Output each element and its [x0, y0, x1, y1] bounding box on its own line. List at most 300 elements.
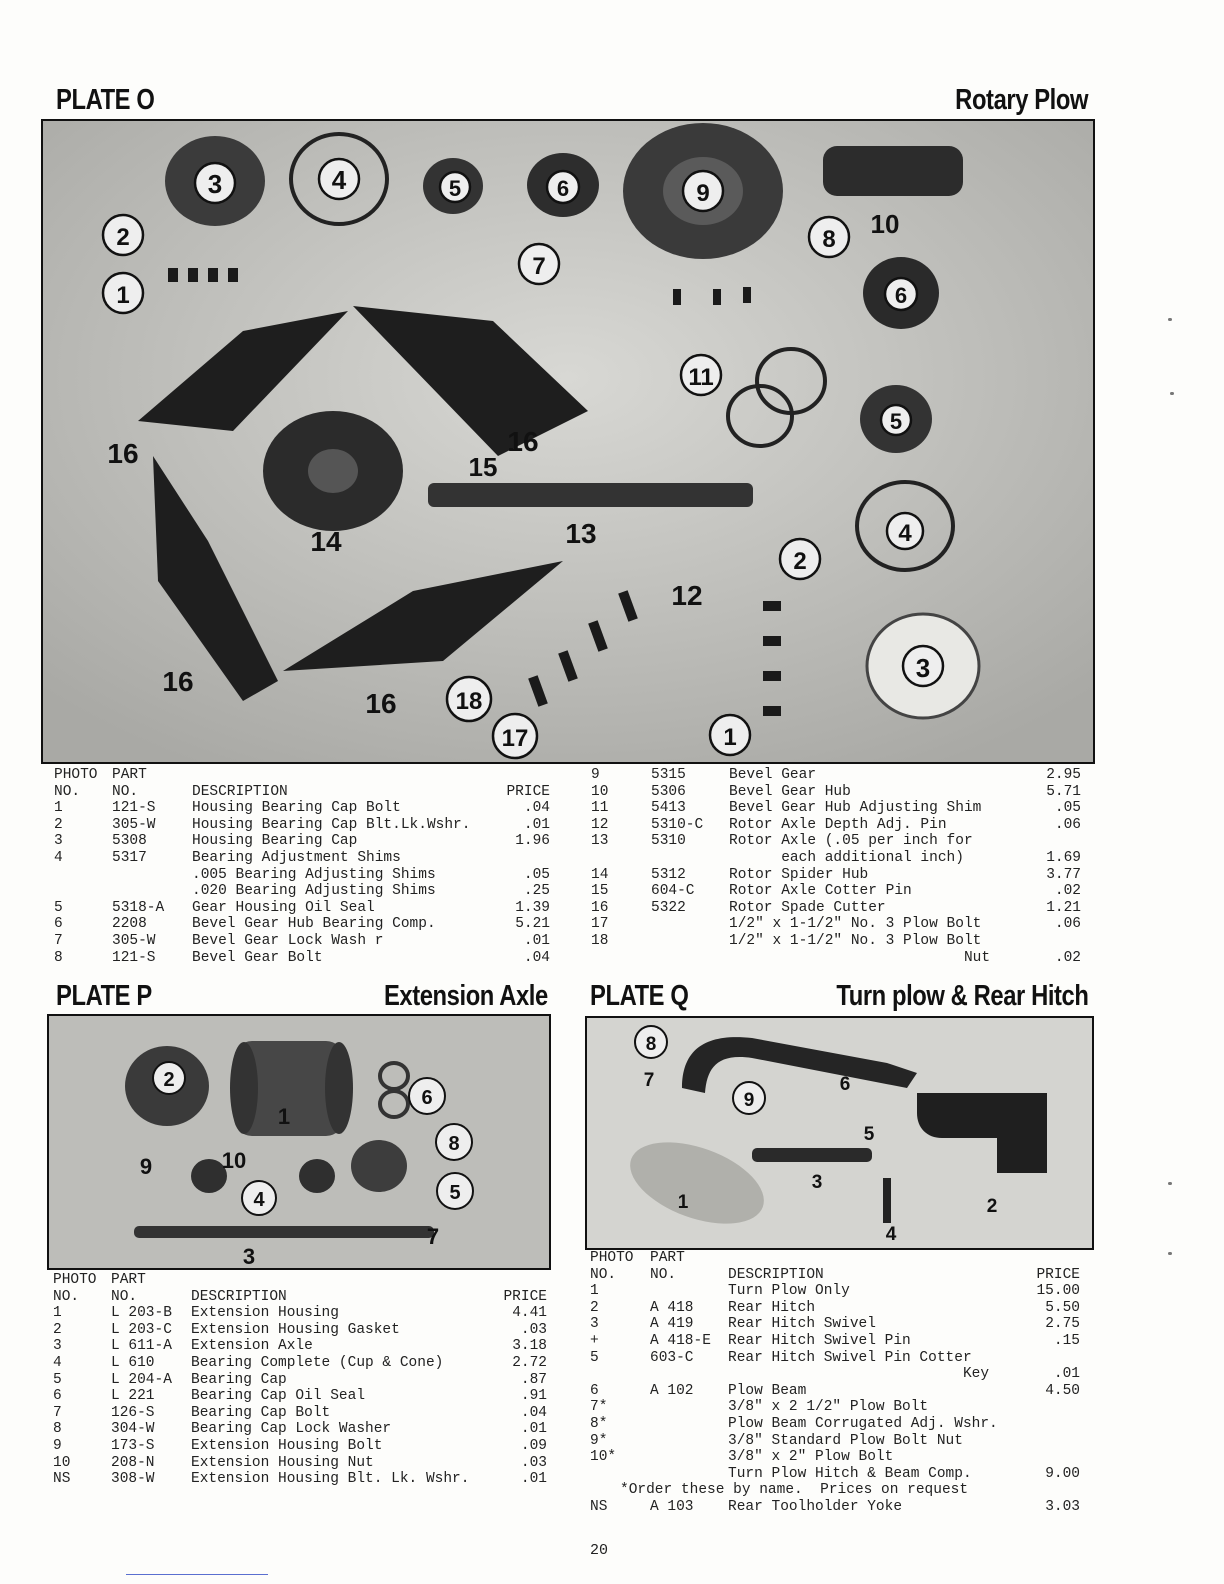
callout-label: 1 — [277, 1104, 291, 1129]
table-row — [590, 1283, 1080, 1300]
header-part-no: NO. — [111, 1288, 138, 1305]
table-row — [590, 1383, 1080, 1400]
description: Turn Plow Only — [728, 1283, 850, 1300]
price: .05 — [523, 866, 550, 883]
description: Rotor Axle (.05 per inch for — [729, 833, 973, 850]
price — [1018, 1433, 1080, 1450]
callout-label: 8 — [645, 1034, 657, 1055]
photo-no: 8* — [590, 1415, 608, 1432]
photo-no: 6 — [590, 1382, 599, 1399]
price: .03 — [520, 1454, 547, 1471]
price: .01 — [523, 932, 550, 949]
callout-label: 4 — [885, 1224, 897, 1245]
table-row — [591, 850, 1081, 867]
description: Bevel Gear — [729, 767, 817, 783]
header-price: PRICE — [506, 783, 550, 800]
callout-label: 6 — [421, 1087, 433, 1109]
description: Bearing Cap — [191, 1371, 287, 1388]
price: .09 — [520, 1437, 547, 1454]
callout-label: 9 — [139, 1154, 153, 1179]
photo-no: 3 — [590, 1316, 599, 1333]
callout-6 — [409, 1078, 445, 1114]
price: .06 — [1054, 916, 1081, 933]
part-no — [650, 1449, 728, 1466]
description: 3/8" x 2 1/2" Plow Bolt — [728, 1399, 929, 1416]
price: 5.50 — [1045, 1299, 1080, 1316]
callout-label: 2 — [793, 548, 807, 575]
callout-2 — [153, 1062, 185, 1094]
part-no: 121-S — [112, 800, 156, 817]
table-row — [590, 1316, 1080, 1333]
callout-label: 16 — [507, 426, 539, 457]
callout-5 — [440, 172, 470, 202]
part-no: 305-W — [112, 816, 156, 833]
header-description: DESCRIPTION — [192, 783, 288, 800]
plate-o-photo — [41, 119, 1095, 764]
callout-label: 18 — [455, 688, 483, 715]
part-no: 208-N — [111, 1454, 155, 1471]
callout-13 — [565, 518, 596, 549]
price — [1018, 1449, 1080, 1466]
price: .01 — [523, 816, 550, 833]
callout-3-right — [903, 646, 943, 686]
callout-9 — [683, 171, 723, 211]
part-no: 305-W — [112, 932, 156, 949]
description: 1/2" x 1-1/2" No. 3 Plow Bolt — [729, 932, 982, 949]
header-part-no: NO. — [650, 1266, 677, 1283]
scan-speck — [1170, 392, 1174, 395]
description: Bearing Cap Bolt — [191, 1404, 331, 1421]
plate-p-title: Extension Axle — [384, 980, 548, 1012]
callout-12 — [671, 580, 702, 611]
table-header — [53, 1289, 547, 1306]
part-no: 5413 — [651, 800, 686, 817]
table-row — [54, 950, 550, 967]
turn-plow-rear-hitch-illustration — [587, 1018, 1092, 1248]
table-row — [54, 817, 550, 834]
photo-no: 14 — [591, 866, 609, 883]
part-no — [650, 1466, 728, 1483]
header-part: PART — [650, 1250, 685, 1266]
description: Extension Housing Nut — [191, 1454, 374, 1471]
photo-no: 4 — [53, 1354, 62, 1371]
callout-label: 6 — [894, 283, 908, 308]
callout-1 — [678, 1192, 689, 1213]
table-row — [590, 1449, 1080, 1466]
photo-no: 17 — [591, 916, 609, 933]
part-no — [650, 1366, 728, 1383]
plate-q-title: Turn plow & Rear Hitch — [835, 980, 1088, 1012]
price: 15.00 — [1036, 1283, 1080, 1300]
price — [1029, 833, 1081, 850]
photo-no: 18 — [591, 932, 609, 949]
part-no: A 419 — [650, 1316, 694, 1333]
price: .04 — [523, 800, 550, 817]
part-no: L 203-C — [111, 1321, 172, 1338]
part-no — [651, 850, 729, 867]
plate-p-label: PLATE P — [56, 980, 152, 1012]
price: 1.21 — [1046, 899, 1081, 916]
callout-7 — [644, 1070, 655, 1091]
table-row — [53, 1455, 547, 1472]
callout-label: 15 — [468, 452, 498, 482]
price: 3.18 — [512, 1338, 547, 1355]
callout-6-right — [885, 278, 917, 310]
photo-no: 1 — [54, 800, 63, 817]
callout-2-top — [103, 215, 143, 255]
price — [1018, 1350, 1080, 1367]
description: Extension Housing Blt. Lk. Wshr. — [191, 1471, 470, 1488]
part-no: 5310-C — [651, 816, 704, 833]
price: .25 — [523, 883, 550, 900]
part-no: 5312 — [651, 866, 686, 883]
price: .91 — [520, 1388, 547, 1405]
table-row — [54, 916, 550, 933]
price — [498, 850, 550, 867]
description: Housing Bearing Cap Bolt — [192, 800, 401, 817]
photo-no: 5 — [590, 1349, 599, 1366]
callout-10 — [222, 1148, 246, 1173]
part-no — [112, 867, 192, 884]
photo-no: 4 — [54, 849, 63, 866]
photo-no: 3 — [54, 833, 63, 850]
photo-no: 10* — [590, 1449, 617, 1466]
price: 9.00 — [1045, 1465, 1080, 1482]
photo-no: 10 — [591, 783, 609, 800]
callout-6 — [547, 171, 579, 203]
description: Gear Housing Oil Seal — [192, 899, 375, 916]
part-no: A 102 — [650, 1382, 694, 1399]
photo-no: 7 — [53, 1404, 62, 1421]
description: Rotor Axle Cotter Pin — [729, 883, 912, 900]
photo-no: NS — [590, 1498, 608, 1515]
table-row — [590, 1399, 1080, 1416]
photo-no — [54, 867, 112, 884]
callout-label: 11 — [688, 364, 714, 391]
callout-label: 5 — [889, 409, 903, 434]
price: .02 — [1054, 949, 1081, 966]
price: 5.71 — [1046, 783, 1081, 800]
table-row — [54, 883, 550, 900]
callout-16-c — [162, 666, 193, 697]
callout-11 — [681, 355, 721, 395]
plate-o-label: PLATE O — [56, 84, 155, 116]
table-row — [53, 1372, 547, 1389]
description: Housing Bearing Cap Blt.Lk.Wshr. — [192, 816, 471, 833]
table-row — [590, 1466, 1080, 1483]
price: 2.75 — [1045, 1316, 1080, 1333]
callout-label: 1 — [116, 282, 130, 309]
header-description: DESCRIPTION — [191, 1288, 287, 1305]
callout-label: 5 — [448, 176, 462, 201]
description: Plow Beam — [728, 1382, 807, 1399]
rotary-plow-parts-illustration — [43, 121, 1093, 762]
part-no: 5322 — [651, 899, 686, 916]
part-no — [650, 1399, 728, 1416]
part-no: L 221 — [111, 1388, 155, 1405]
callout-label: 2 — [163, 1069, 175, 1091]
table-row — [54, 800, 550, 817]
photo-no: 7* — [590, 1399, 608, 1416]
header-photo: PHOTO — [54, 767, 98, 783]
part-no: 2208 — [112, 916, 147, 933]
description: Rear Hitch Swivel — [728, 1316, 876, 1333]
photo-no: 2 — [54, 816, 63, 833]
callout-7 — [427, 1224, 439, 1249]
table-row — [590, 1300, 1080, 1317]
table-header — [53, 1272, 547, 1289]
callout-14 — [310, 526, 342, 557]
description: Bevel Gear Hub Adjusting Shim — [729, 800, 982, 817]
header-no: NO. — [590, 1266, 617, 1283]
price: .06 — [1054, 816, 1081, 833]
callout-label: 10 — [870, 209, 900, 239]
price: .15 — [1053, 1332, 1080, 1349]
part-no — [651, 916, 729, 933]
callout-label: 8 — [448, 1133, 460, 1155]
callout-5 — [864, 1124, 875, 1145]
callout-5-right — [881, 405, 911, 435]
description: Bearing Cap Oil Seal — [191, 1388, 366, 1405]
price: .01 — [520, 1471, 547, 1488]
description: 3/8" Standard Plow Bolt Nut — [728, 1432, 963, 1449]
photo-no: 16 — [591, 899, 609, 916]
part-no — [651, 933, 729, 950]
header-part: PART — [111, 1272, 146, 1288]
price: .01 — [1053, 1366, 1080, 1383]
table-row — [53, 1405, 547, 1422]
description: Rotor Axle Depth Adj. Pin — [729, 816, 947, 833]
photo-no: 6 — [53, 1388, 62, 1405]
callout-label: 10 — [221, 1148, 247, 1173]
price: .04 — [523, 949, 550, 966]
callout-label: 2 — [116, 224, 130, 251]
table-row — [591, 950, 1081, 967]
part-no — [650, 1416, 728, 1433]
header-price: PRICE — [503, 1288, 547, 1305]
header-photo: PHOTO — [53, 1272, 97, 1288]
table-row — [54, 933, 550, 950]
description: 3/8" x 2" Plow Bolt — [728, 1449, 894, 1466]
part-no: 173-S — [111, 1437, 155, 1454]
description: Housing Bearing Cap — [192, 833, 358, 850]
description: Extension Axle — [191, 1338, 313, 1355]
plate-p-photo — [47, 1014, 551, 1270]
plate-o-parts-table-right — [591, 767, 1081, 966]
part-no: A 418-E — [650, 1332, 711, 1349]
callout-1-right — [710, 715, 750, 755]
callout-label: 14 — [310, 526, 342, 557]
photo-no: 9* — [590, 1432, 608, 1449]
table-row — [53, 1355, 547, 1372]
photo-no: 5 — [53, 1371, 62, 1388]
callout-label: 12 — [671, 580, 703, 611]
table-row — [53, 1338, 547, 1355]
price: .01 — [520, 1421, 547, 1438]
part-no: 126-S — [111, 1404, 155, 1421]
photo-no: 9 — [53, 1437, 62, 1454]
part-no: L 610 — [111, 1354, 155, 1371]
table-row — [591, 817, 1081, 834]
price: .05 — [1054, 800, 1081, 817]
callout-10 — [871, 209, 900, 239]
callout-9 — [140, 1154, 152, 1179]
price: 2.95 — [1046, 767, 1081, 783]
callout-5 — [437, 1173, 473, 1209]
table-row — [590, 1350, 1080, 1367]
price: 4.41 — [512, 1305, 547, 1322]
description: Plow Beam Corrugated Adj. Wshr. — [728, 1415, 998, 1432]
callout-label: 16 — [162, 666, 194, 697]
part-no: L 204-A — [111, 1371, 172, 1388]
price: 4.50 — [1045, 1382, 1080, 1399]
callout-label: 7 — [643, 1070, 655, 1091]
photo-no: 9 — [591, 767, 600, 783]
part-no: 5317 — [112, 849, 147, 866]
table-header — [54, 784, 550, 801]
header-part-no: NO. — [112, 783, 139, 800]
header-part: PART — [112, 767, 147, 783]
scan-speck — [1168, 1252, 1172, 1255]
table-row — [591, 800, 1081, 817]
part-no: A 418 — [650, 1299, 694, 1316]
price: 1.96 — [515, 833, 550, 850]
photo-no: 15 — [591, 883, 609, 900]
callout-9 — [733, 1082, 765, 1114]
photo-no: 3 — [53, 1338, 62, 1355]
table-row — [591, 883, 1081, 900]
callout-label: 1 — [723, 724, 737, 751]
description: each additional inch) — [729, 849, 964, 866]
footer-rule — [126, 1574, 268, 1575]
price: 3.77 — [1046, 866, 1081, 883]
callout-2-right — [780, 539, 820, 579]
callout-3 — [195, 163, 235, 203]
callout-8 — [635, 1026, 667, 1058]
price: 1.39 — [515, 899, 550, 916]
part-no: 308-W — [111, 1471, 155, 1488]
photo-no: 11 — [591, 800, 609, 817]
scan-speck — [1168, 318, 1172, 321]
callout-label: 13 — [565, 518, 597, 549]
plate-o-parts-table-left — [54, 767, 550, 966]
part-no: L 611-A — [111, 1338, 172, 1355]
part-no: 5310 — [651, 833, 686, 850]
photo-no: 10 — [53, 1454, 71, 1471]
photo-no: 12 — [591, 816, 609, 833]
callout-label: 3 — [811, 1172, 823, 1193]
callout-4 — [886, 1224, 897, 1245]
callout-16-d — [365, 688, 396, 719]
table-row — [53, 1322, 547, 1339]
description: Bearing Cap Lock Washer — [191, 1421, 392, 1438]
part-no: 121-S — [112, 949, 156, 966]
callout-label: 6 — [839, 1074, 851, 1095]
table-row — [590, 1366, 1080, 1383]
photo-no: 5 — [54, 899, 63, 916]
callout-8 — [436, 1124, 472, 1160]
page-number: 20 — [590, 1542, 609, 1559]
price: 1.69 — [1046, 849, 1081, 866]
plate-q-label: PLATE Q — [590, 980, 689, 1012]
callout-18 — [447, 677, 491, 721]
table-row — [590, 1416, 1080, 1433]
photo-no — [591, 850, 651, 867]
callout-label: 3 — [915, 653, 931, 683]
price: .03 — [520, 1321, 547, 1338]
photo-no: 13 — [591, 833, 609, 850]
price: 2.72 — [512, 1354, 547, 1371]
photo-no: 6 — [54, 916, 63, 933]
photo-no — [590, 1466, 650, 1483]
price: .02 — [1054, 883, 1081, 900]
callout-label: 7 — [426, 1224, 440, 1249]
photo-no: NS — [53, 1471, 71, 1488]
price — [1018, 1416, 1080, 1433]
callout-1-top — [103, 273, 143, 313]
callout-7 — [519, 244, 559, 284]
table-row — [53, 1421, 547, 1438]
callout-17 — [493, 714, 537, 758]
description: Key — [728, 1366, 990, 1383]
description: Extension Housing Bolt — [191, 1437, 383, 1454]
order-note-row — [590, 1482, 1080, 1499]
photo-no: 8 — [53, 1421, 62, 1438]
photo-no: 1 — [590, 1283, 599, 1300]
callout-16-b — [507, 426, 538, 457]
description: Bevel Gear Bolt — [192, 949, 323, 966]
photo-no — [54, 883, 112, 900]
description: Rotor Spade Cutter — [729, 899, 886, 916]
part-no — [112, 883, 192, 900]
callout-6 — [840, 1074, 851, 1095]
photo-no: 1 — [53, 1305, 62, 1322]
price: .04 — [520, 1404, 547, 1421]
table-row — [590, 1333, 1080, 1350]
description: Bearing Adjustment Shims — [192, 849, 401, 866]
description: Extension Housing Gasket — [191, 1321, 400, 1338]
header-no: NO. — [54, 783, 81, 800]
description: Extension Housing — [191, 1305, 339, 1322]
part-no — [650, 1433, 728, 1450]
part-no: 5308 — [112, 833, 147, 850]
photo-no — [591, 950, 651, 967]
callout-label: 3 — [242, 1244, 256, 1268]
part-no — [650, 1283, 728, 1300]
description: .005 Bearing Adjusting Shims — [192, 866, 436, 883]
callout-label: 1 — [677, 1192, 689, 1213]
callout-label: 4 — [898, 520, 912, 547]
order-note: *Order these by name. Prices on request — [620, 1482, 969, 1499]
description: Rear Hitch Swivel Pin — [728, 1332, 911, 1349]
callout-label: 17 — [501, 725, 529, 752]
table-row — [590, 1499, 1080, 1516]
photo-no: 2 — [590, 1299, 599, 1316]
description: Turn Plow Hitch & Beam Comp. — [728, 1465, 972, 1482]
callout-label: 3 — [207, 169, 223, 199]
description: Bevel Gear Hub — [729, 783, 851, 800]
table-row — [54, 850, 550, 867]
header-description: DESCRIPTION — [728, 1266, 824, 1283]
callout-label: 5 — [863, 1124, 875, 1145]
price: 5.21 — [515, 916, 550, 933]
part-no: 5306 — [651, 783, 686, 800]
part-no: A 103 — [650, 1498, 694, 1515]
price — [1018, 1399, 1080, 1416]
photo-no: 8 — [54, 949, 63, 966]
table-row — [591, 916, 1081, 933]
table-header — [54, 767, 550, 784]
